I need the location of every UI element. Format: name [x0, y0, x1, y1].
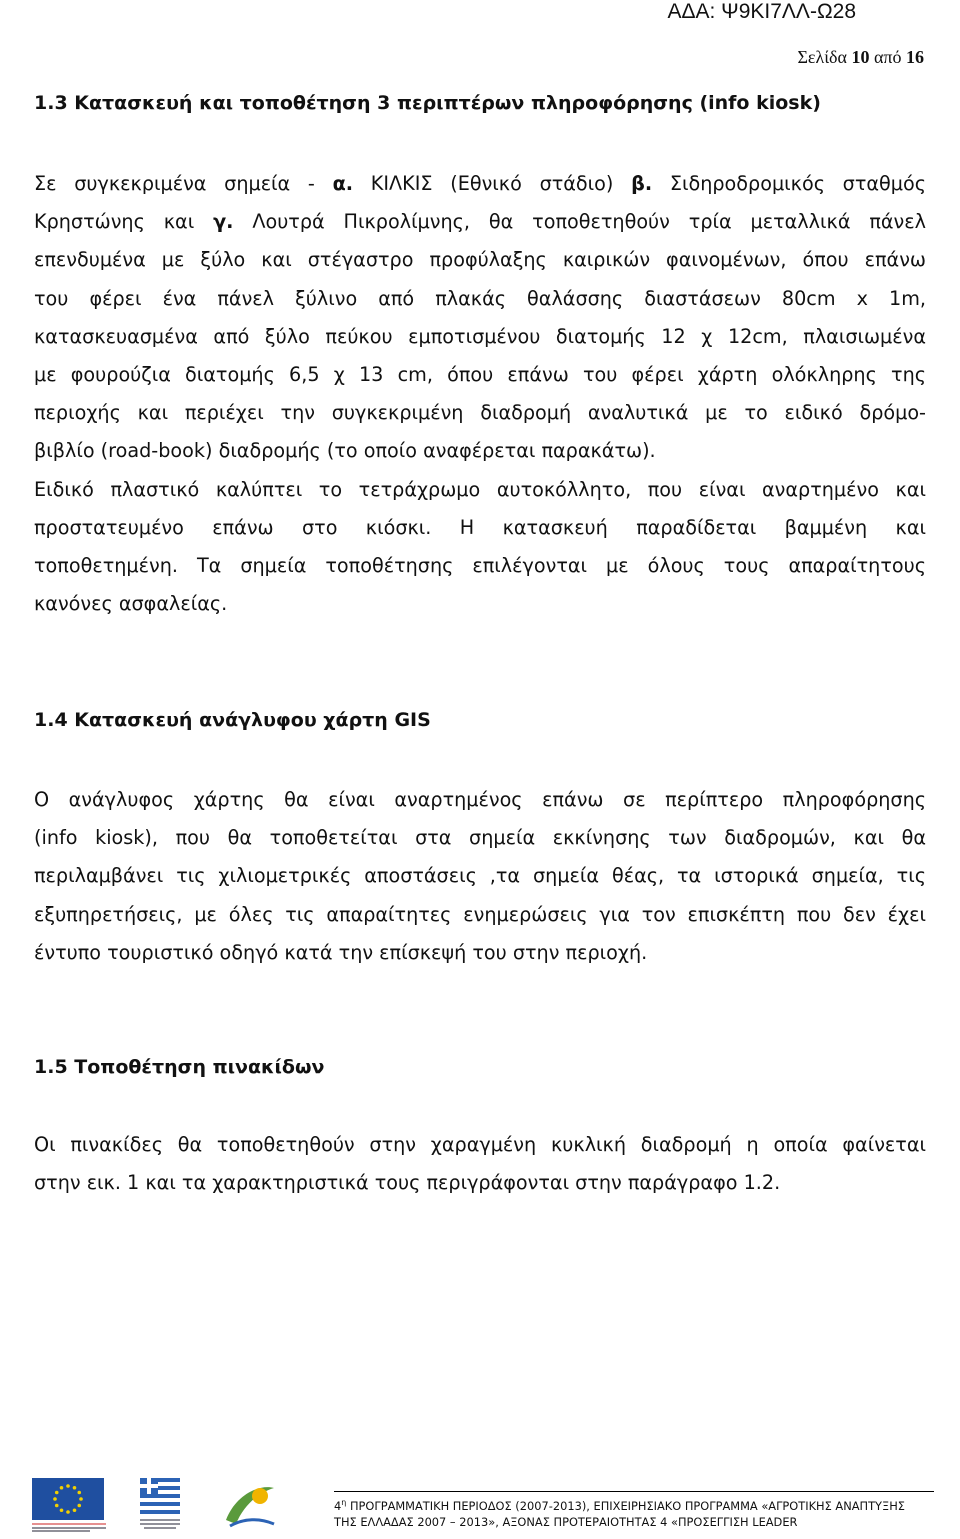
- para-line: έντυπο τουριστικό οδηγό κατά την επίσκεψή του στην περιοχή.: [34, 940, 648, 964]
- footer-program-text: [334, 1495, 942, 1530]
- eu-star: [77, 1504, 81, 1508]
- para-line: Ειδικό πλαστικό καλύπτει το τετράχρωμο αυτοκόλλητο, που είναι αναρτημένο και: [34, 477, 926, 501]
- section-1-5-body: [34, 1126, 926, 1202]
- eu-star: [60, 1508, 64, 1512]
- para-line: κατασκευασμένα από ξύλο πεύκου εμποτισμένου διατομής 12 χ 12cm, πλαισιωμένα: [34, 324, 926, 348]
- para-line: με φουρούζια διατομής 6,5 χ 13 cm, όπου επάνω του φέρει χάρτη ολόκληρης της: [34, 362, 926, 386]
- para-line: βιβλίο (road-book) διαδρομής (το οποίο αναφέρεται παρακάτω).: [34, 439, 656, 463]
- section-1-5-title: 1.5 Τοποθέτηση πινακίδων: [34, 1056, 325, 1078]
- section-1-4-title: 1.4 Κατασκευή ανάγλυφου χάρτη GIS: [34, 709, 431, 731]
- para-line: του φέρει ένα πάνελ ξύλινο από πλακάς θαλάσσης διαστάσεων 80cm x 1m,: [34, 286, 926, 310]
- para-line: περιοχής και περιέχει την συγκεκριμένη διαδρομή αναλυτικά με το ειδικό δρόμο-: [34, 401, 926, 425]
- footer-logos: [30, 1474, 330, 1534]
- eu-star: [79, 1497, 83, 1501]
- eu-star: [53, 1497, 57, 1501]
- eu-star: [55, 1491, 59, 1495]
- section-1-3-title: 1.3 Κατασκευή και τοποθέτηση 3 περιπτέρων πληροφόρησης (info kiosk): [34, 92, 821, 114]
- para-line: τοποθετημένη. Τα σημεία τοποθέτησης επιλέγονται με όλους τους απαραίτητους: [34, 553, 926, 577]
- ada-code: ΑΔΑ: Ψ9ΚΙ7ΛΛ-Ω28: [667, 0, 856, 23]
- eu-flag-logo: [30, 1476, 110, 1534]
- leader-sun: [252, 1488, 268, 1504]
- greek-flag-logo: [138, 1476, 184, 1534]
- footer-rule: [334, 1491, 934, 1492]
- eu-star: [73, 1508, 77, 1512]
- page-number: [797, 47, 924, 68]
- footer-line-2: ΤΗΣ ΕΛΛΑΔΑΣ 2007 – 2013», ΑΞΟΝΑΣ ΠΡΟΤΕΡΑΙΟΤΗΤΑΣ 4 «ΠΡΟΣΕΓΓΙΣΗ LEADER: [334, 1514, 798, 1529]
- of-word: από: [873, 47, 902, 67]
- para-line: Ο ανάγλυφος χάρτης θα είναι αναρτημένος επάνω σε περίπτερο πληροφόρησης: [34, 788, 926, 811]
- section-1-4-body: [34, 781, 926, 972]
- section-1-3-body: [34, 165, 926, 623]
- para-line: Κρηστώνης και γ. Λουτρά Πικρολίμνης, θα τοποθετηθούν τρία μεταλλικά πάνελ: [34, 210, 926, 234]
- para-line: Σε συγκεκριμένα σημεία - α. ΚΙΛΚΙΣ (Εθνικό στάδιο) β. Σιδηροδρομικός σταθμός: [34, 172, 926, 195]
- para-line: στην εικ. 1 και τα χαρακτηριστικά τους περιγράφονται στην παράγραφο 1.2.: [34, 1171, 781, 1195]
- para-line: κανόνες ασφαλείας.: [34, 592, 228, 616]
- para-line: περιλαμβάνει τις χιλιομετρικές αποστάσεις ,τα σημεία θέας, τα ιστορικά σημεία, τις: [34, 864, 926, 888]
- page-total: 16: [906, 47, 924, 67]
- para-line: (info kiosk), που θα τοποθετείται στα σημεία εκκίνησης των διαδρομών, και θα: [34, 826, 926, 850]
- eu-star: [66, 1510, 70, 1514]
- eu-star: [55, 1504, 59, 1508]
- eu-star: [66, 1484, 70, 1488]
- eu-star: [73, 1486, 77, 1490]
- para-line: επενδυμένα με ξύλο και στέγαστρο προφύλαξης καιρικών φαινομένων, όπου επάνω: [34, 248, 926, 272]
- eu-star: [77, 1491, 81, 1495]
- para-line: προστατευμένο επάνω στο κιόσκι. Η κατασκευή παραδίδεται βαμμένη και: [34, 515, 926, 539]
- eu-star: [60, 1486, 64, 1490]
- footer-line-1: $4^\eta$ ΠΡΟΓΡΑΜΜΑΤΙΚΗ ΠΕΡΙΟΔΟΣ (2007-2013), ΕΠΙΧΕΙΡΗΣΙΑΚΟ ΠΡΟΓΡΑΜΜΑ «ΑΓΡΟΤΙΚΗΣ ΑΝΑΠΤΥΞΗΣ: [334, 1498, 905, 1513]
- page-word: Σελίδα: [797, 47, 847, 67]
- page-current: 10: [851, 47, 870, 67]
- greek-flag-stripes: [140, 1478, 180, 1514]
- para-line: Οι πινακίδες θα τοποθετηθούν στην χαραγμένη κυκλική διαδρομή η οποία φαίνεται: [34, 1133, 926, 1156]
- leader-logo: [220, 1474, 280, 1534]
- para-line: εξυπηρετήσεις, με όλες τις απαραίτητες ενημερώσεις για τον επισκέπτη που δεν έχει: [34, 902, 926, 926]
